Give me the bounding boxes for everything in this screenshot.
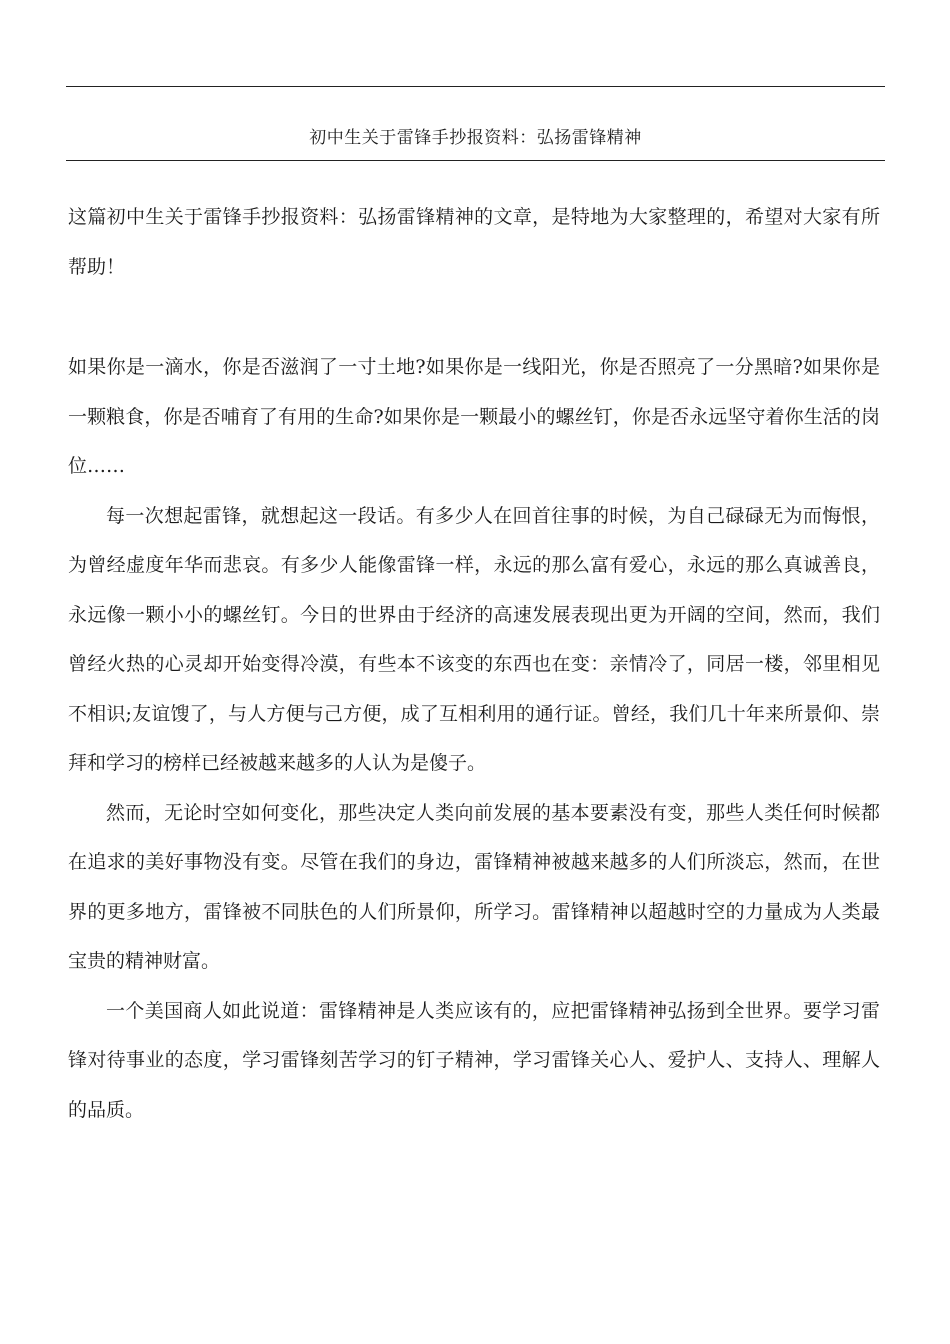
intro-section [68, 193, 880, 292]
article-paragraph-1: 如果你是一滴水，你是否滋润了一寸土地?如果你是一线阳光，你是否照亮了一分黑暗?如果你是一颗粮食，你是否哺育了有用的生命?如果你是一颗最小的螺丝钉，你是否永远坚守着你生活的岗位…… [68, 356, 880, 477]
article-paragraph-3: 然而，无论时空如何变化，那些决定人类向前发展的基本要素没有变，那些人类任何时候都在追求的美好事物没有变。尽管在我们的身边，雷锋精神被越来越多的人们所淡忘，然而，在世界的更多地方，雷锋被不同肤色的人们所景仰，所学习。雷锋精神以超越时空的力量成为人类最宝贵的精神财富。 [68, 801, 880, 972]
article-body [68, 343, 880, 1135]
header-bottom-rule [66, 160, 885, 161]
header-title: 初中生关于雷锋手抄报资料：弘扬雷锋精神 [309, 128, 642, 148]
article-paragraph-4: 一个美国商人如此说道：雷锋精神是人类应该有的，应把雷锋精神弘扬到全世界。要学习雷锋对待事业的态度，学习雷锋刻苦学习的钉子精神，学习雷锋关心人、爱护人、支持人、理解人的品质。 [68, 999, 880, 1121]
header-top-rule [66, 86, 885, 87]
intro-paragraph: 这篇初中生关于雷锋手抄报资料：弘扬雷锋精神的文章，是特地为大家整理的，希望对大家有所帮助！ [68, 206, 880, 278]
article-paragraph-2: 每一次想起雷锋，就想起这一段话。有多少人在回首往事的时候，为自己碌碌无为而悔恨，为曾经虚度年华而悲哀。有多少人能像雷锋一样，永远的那么富有爱心，永远的那么真诚善良，永远像一颗小小的螺丝钉。今日的世界由于经济的高速发展表现出更为开阔的空间，然而，我们曾经火热的心灵却开始变得冷漠，有些本不该变的东西也在变：亲情冷了，同居一楼，邻里相见不相识;友谊馊了，与人方便与己方便，成了互相利用的通行证。曾经，我们几十年来所景仰、崇拜和学习的榜样已经被越来越多的人认为是傻子。 [68, 504, 880, 774]
